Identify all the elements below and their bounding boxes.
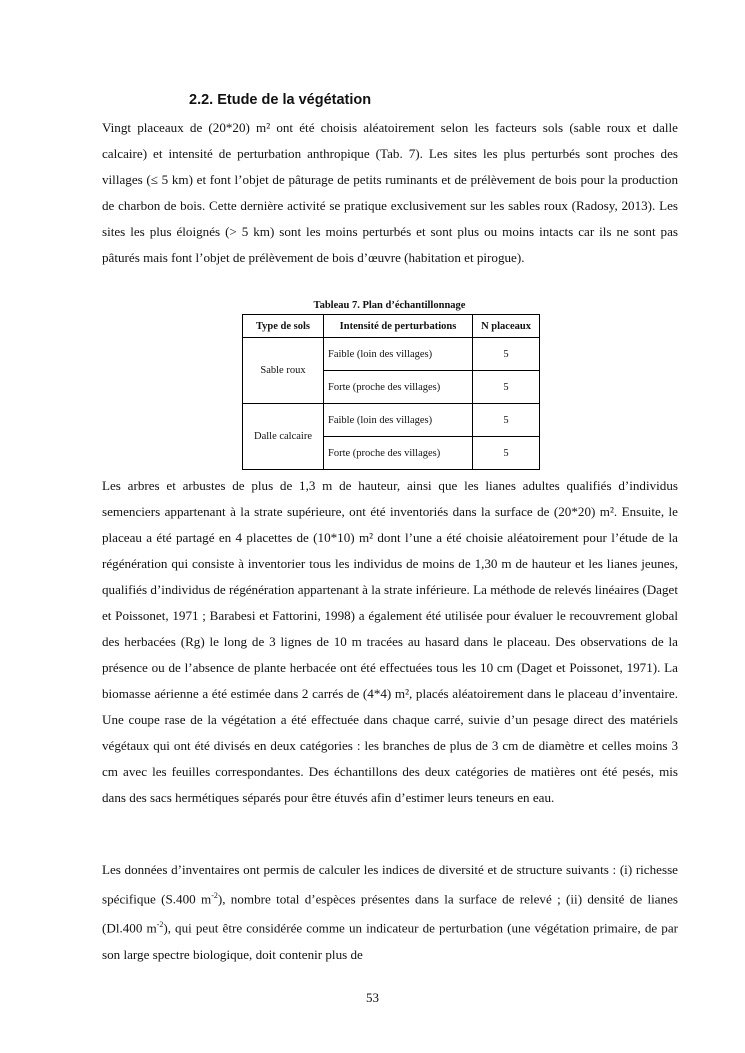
section-heading: 2.2. Etude de la végétation: [189, 92, 372, 108]
soil-cell: Dalle calcaire: [243, 404, 324, 470]
intensity-cell: Faible (loin des villages): [324, 338, 473, 371]
unit-exponent: -2: [156, 920, 164, 930]
intensity-cell: Forte (proche des villages): [324, 371, 473, 404]
n-plots-cell: 5: [473, 338, 540, 371]
paragraph-2: Les arbres et arbustes de plus de 1,3 m de hauteur, ainsi que les lianes adultes qualifiés d’individus semenciers appartenant à la strate supérieure, ont été inventoriés dans la surface de (20*20) m². Ensuite, le placeau a été partagé en 4 placettes de (10*10) m² dont l’une a été choisie aléatoirement pour l’étude de la régénération qui consiste à inventorier tous les individus de moins de 1,30 m de hauteur et les lianes jeunes, qualifiés d’individus de régénération appartenant à la strate inférieure. La méthode de relevés linéaires (Daget et Poissonet, 1971 ; Barabesi et Fattorini, 1998) a également été utilisée pour évaluer le recouvrement global des herbacées (Rg) le long de 3 lignes de 10 m tracées au hasard dans le placeau. Des observations de la présence ou de l’absence de plante herbacée ont été effectuées tous les 10 cm (Daget et Poissonet, 1971). La biomasse aérienne a été estimée dans 2 carrés de (4*4) m², placés aléatoirement dans le placeau d’inventaire. Une coupe rase de la végétation a été effectuée dans chaque carré, suivie d’un pesage direct des matériels végétaux qui ont été divisés en deux catégories : les branches de plus de 3 cm de diamètre et celles moins 3 cm avec les feuilles correspondantes. Des échantillons des deux catégories de matières ont été pesés, mis dans des sacs hermétiques séparés pour être étuvés afin d’estimer leurs teneurs en eau.: [102, 478, 678, 805]
n-plots-cell: 5: [473, 404, 540, 437]
intensity-cell: Forte (proche des villages): [324, 437, 473, 470]
header-soil-type: Type de sols: [243, 315, 324, 338]
soil-cell: Sable roux: [243, 338, 324, 404]
header-intensity: Intensité de perturbations: [324, 315, 473, 338]
sampling-plan-table: [242, 314, 540, 470]
paragraph-3: [102, 857, 678, 968]
intensity-cell: Faible (loin des villages): [324, 404, 473, 437]
page-number: 53: [366, 990, 379, 1005]
n-plots-cell: 5: [473, 437, 540, 470]
n-plots-cell: 5: [473, 371, 540, 404]
table-header-row: [243, 315, 540, 338]
paragraph-3-part-b: ), nombre total d’espèces présentes dans la surface de relevé ; (ii) densité de lianes (Dl.400 m: [102, 891, 678, 936]
unit-exponent: -2: [211, 891, 218, 900]
table-row: [243, 338, 540, 371]
header-n-plots: N placeaux: [473, 315, 540, 338]
table-row: [243, 404, 540, 437]
paragraph-3-part-a: Les données d’inventaires ont permis de calculer les indices de diversité et de structure suivants : (i) richesse spécifique (S.400 m: [102, 862, 678, 907]
paragraph-3-part-c: ), qui peut être considérée comme un indicateur de perturbation (une végétation primaire, de par son large spectre biologique, doit contenir plus de: [102, 920, 678, 962]
paragraph-1: Vingt placeaux de (20*20) m² ont été choisis aléatoirement selon les facteurs sols (sable roux et dalle calcaire) et intensité de perturbation anthropique (Tab. 7). Les sites les plus perturbés sont proches des villages (≤ 5 km) et font l’objet de pâturage de petits ruminants et de prélèvement de bois pour la production de charbon de bois. Cette dernière activité se pratique exclusivement sur les sables roux (Radosy, 2013). Les sites les plus éloignés (> 5 km) sont les moins perturbés et sont plus ou moins intacts car ils ne sont pas pâturés mais font l’objet de prélèvement de bois d’œuvre (habitation et pirogue).: [102, 120, 678, 265]
table-caption: Tableau 7. Plan d’échantillonnage: [313, 300, 466, 311]
